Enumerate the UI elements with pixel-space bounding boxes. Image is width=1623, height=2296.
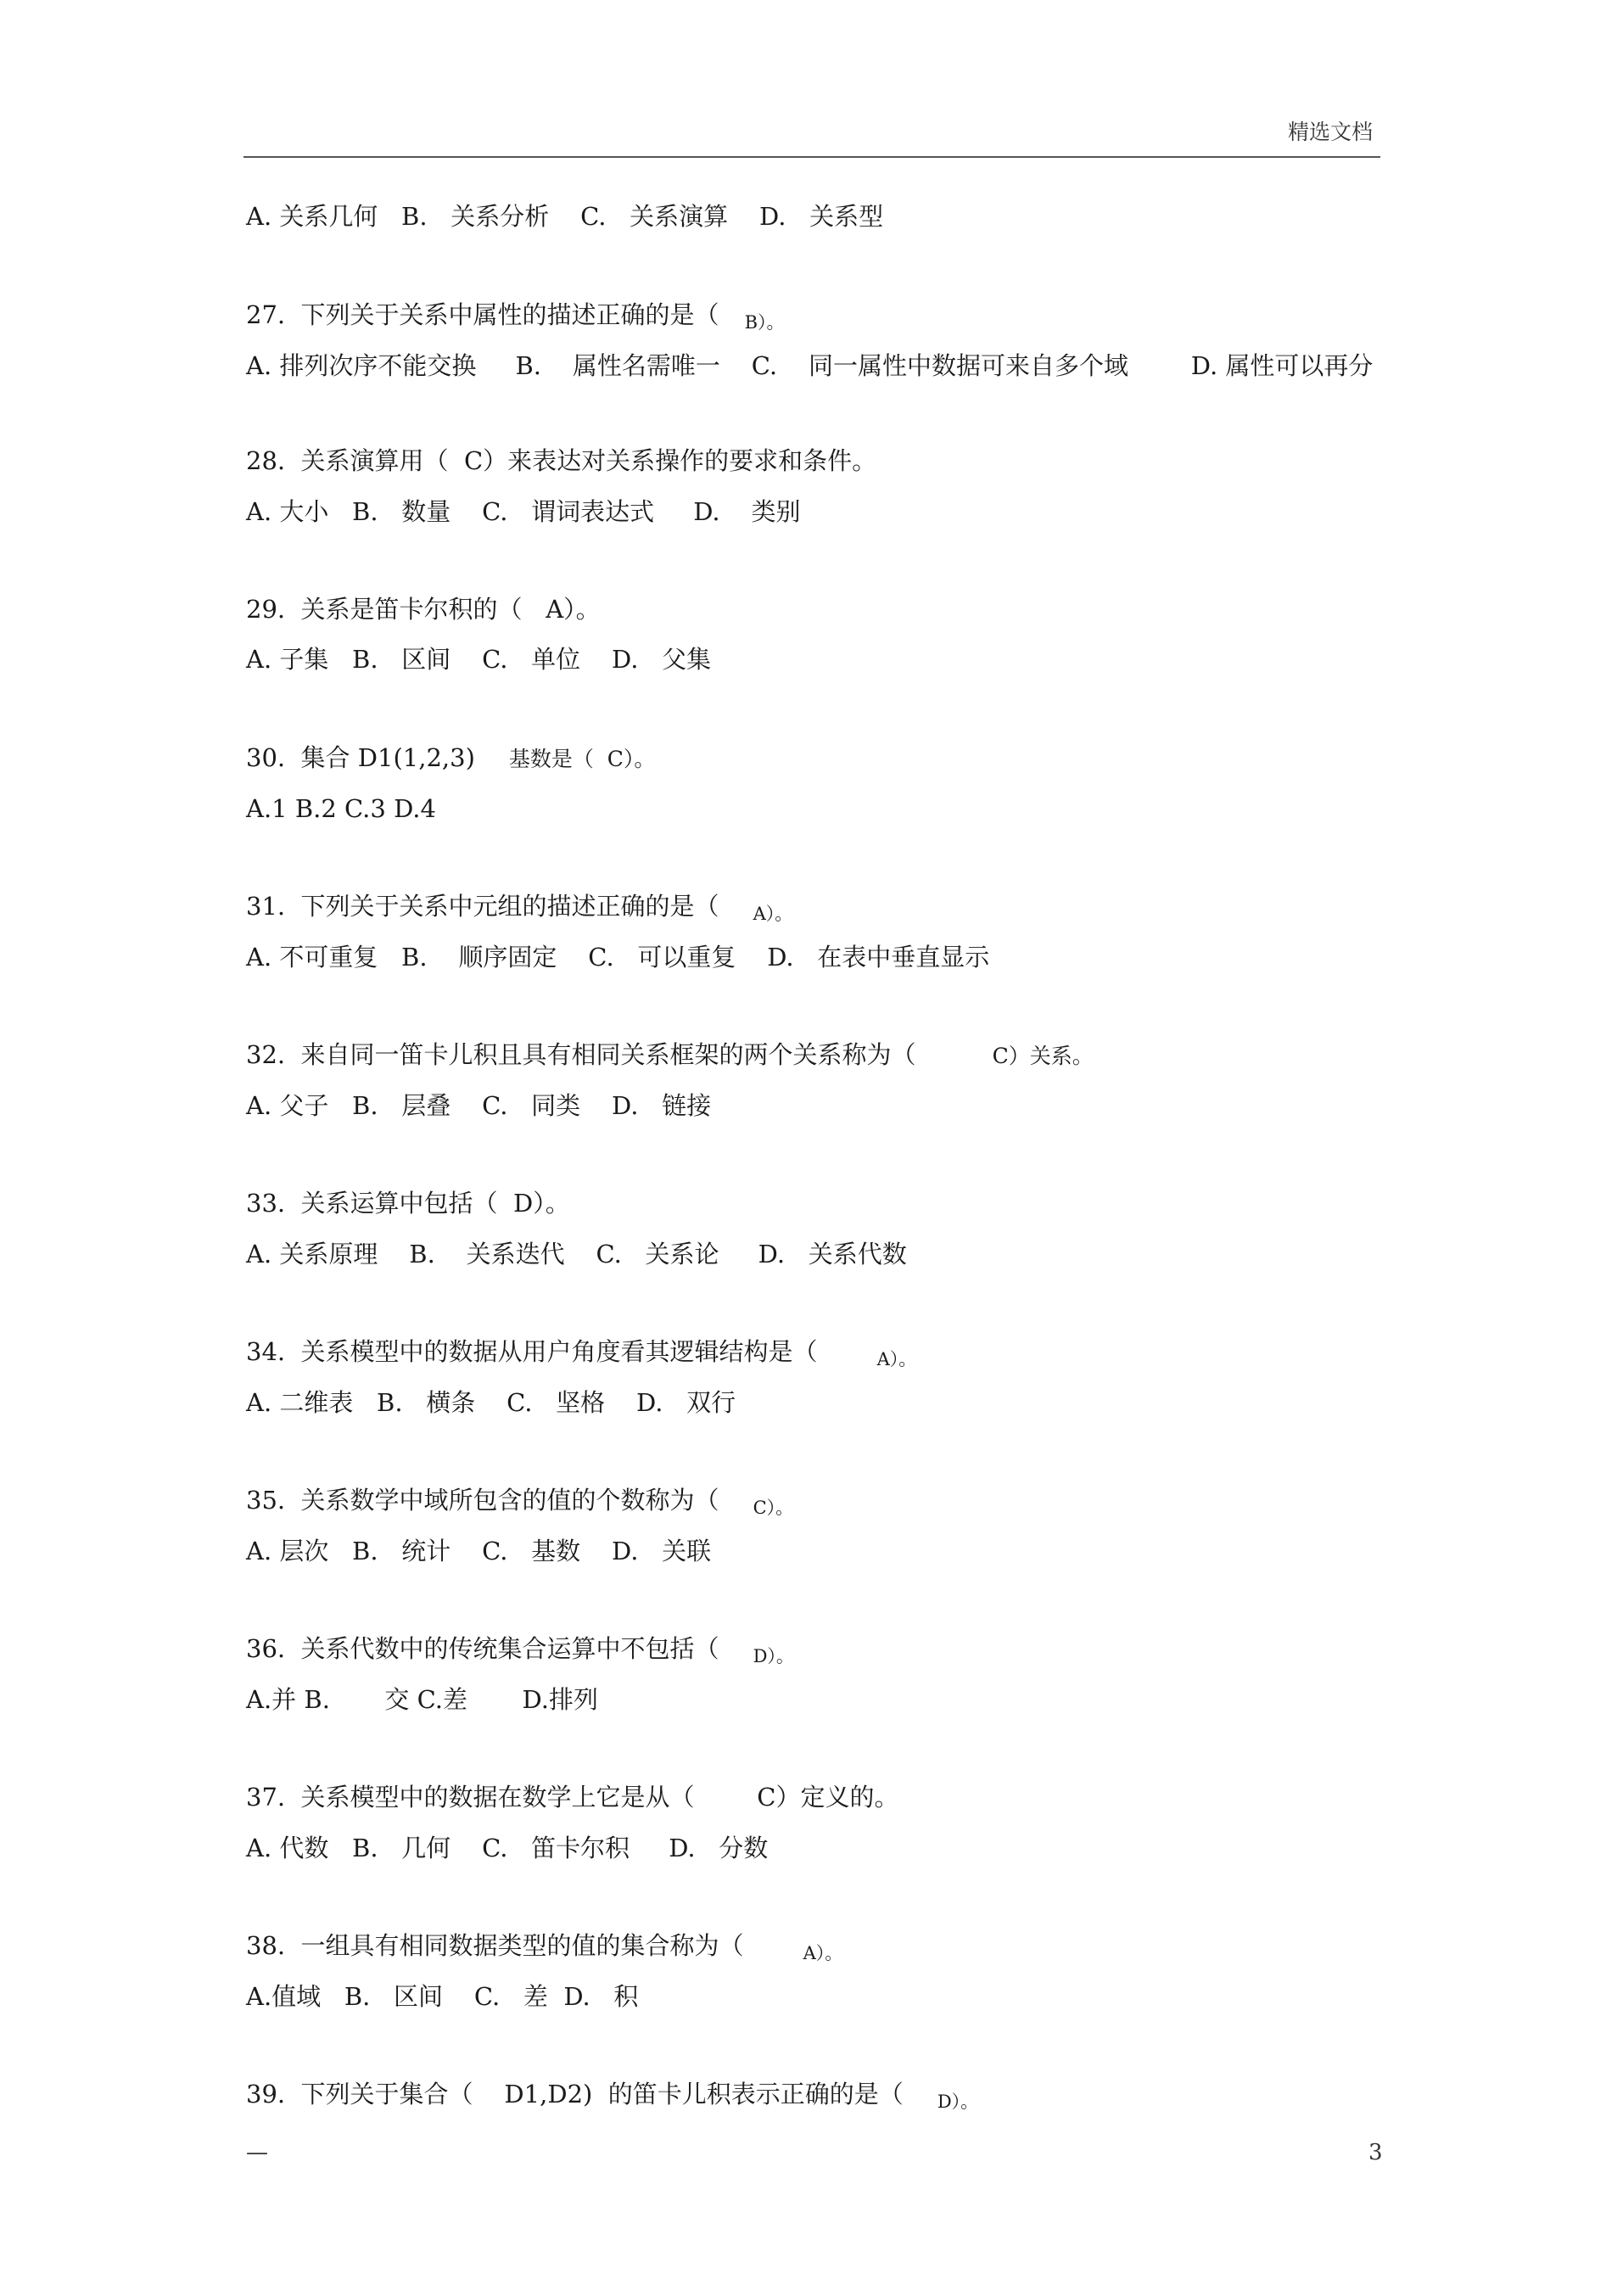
answer-options-36: A.并 B. 交 C.差 D.排列 — [246, 1685, 598, 1714]
question-answer: 基数是（ C）。 — [508, 747, 656, 771]
answer-options-32: A. 父子 B. 层叠 C. 同类 D. 链接 — [246, 1091, 712, 1120]
question-30 — [246, 742, 655, 775]
question-text: 35. 关系数学中域所包含的值的个数称为（ — [246, 1486, 719, 1515]
question-text: 31. 下列关于关系中元组的描述正确的是（ — [246, 892, 719, 921]
question-answer: A）。 — [803, 1943, 843, 1963]
question-28: 28. 关系演算用（ C）来表达对关系操作的要求和条件。 — [246, 446, 877, 475]
question-answer: A）。 — [753, 904, 793, 924]
page-number: 3 — [1368, 2140, 1383, 2165]
page-header-title: 精选文档 — [1288, 120, 1374, 144]
question-32 — [246, 1039, 1094, 1072]
answer-options-29: A. 子集 B. 区间 C. 单位 D. 父集 — [246, 645, 712, 674]
question-text: 34. 关系模型中的数据从用户角度看其逻辑结构是（ — [246, 1337, 818, 1366]
answer-options-28: A. 大小 B. 数量 C. 谓词表达式 D. 类别 — [246, 497, 801, 526]
question-text: 27. 下列关于关系中属性的描述正确的是（ — [246, 300, 719, 329]
question-answer: A）。 — [876, 1349, 917, 1369]
question-answer: C）。 — [753, 1498, 794, 1518]
question-answer: C）关系。 — [992, 1044, 1094, 1068]
answer-options-35: A. 层次 B. 统计 C. 基数 D. 关联 — [246, 1537, 712, 1565]
answer-options-27: A. 排列次序不能交换 B. 属性名需唯一 C. 同一属性中数据可来自多个域 D. 属性可以再分 — [246, 351, 1374, 380]
question-34 — [246, 1336, 916, 1369]
answer-options-33: A. 关系原理 B. 关系迭代 C. 关系论 D. 关系代数 — [246, 1240, 907, 1268]
question-38 — [246, 1930, 842, 1963]
answer-options-37: A. 代数 B. 几何 C. 笛卡尔积 D. 分数 — [246, 1834, 769, 1862]
question-answer: D）。 — [937, 2092, 979, 2112]
question-27 — [246, 300, 785, 333]
answer-options-30: A.1 B.2 C.3 D.4 — [246, 794, 436, 823]
question-35 — [246, 1485, 793, 1518]
question-31 — [246, 891, 792, 924]
answer-options-26: A. 关系几何 B. 关系分析 C. 关系演算 D. 关系型 — [246, 202, 884, 231]
question-39 — [246, 2079, 978, 2112]
answer-options-31: A. 不可重复 B. 顺序固定 C. 可以重复 D. 在表中垂直显示 — [246, 943, 990, 972]
header-divider — [243, 156, 1380, 158]
question-answer: D）。 — [753, 1646, 794, 1666]
question-29: 29. 关系是笛卡尔积的（ A）。 — [246, 595, 601, 624]
question-text: 39. 下列关于集合（ D1,D2) 的笛卡儿积表示正确的是（ — [246, 2080, 904, 2108]
footer-dash: — — [246, 2140, 268, 2165]
answer-options-38: A.值域 B. 区间 C. 差 D. 积 — [246, 1982, 639, 2011]
question-text: 36. 关系代数中的传统集合运算中不包括（ — [246, 1634, 719, 1663]
question-answer: B）。 — [744, 312, 785, 333]
question-36 — [246, 1633, 794, 1666]
question-text: 32. 来自同一笛卡儿积且具有相同关系框架的两个关系称为（ — [246, 1040, 916, 1069]
question-text: 38. 一组具有相同数据类型的值的集合称为（ — [246, 1931, 744, 1960]
answer-options-34: A. 二维表 B. 横条 C. 坚格 D. 双行 — [246, 1388, 736, 1417]
question-33: 33. 关系运算中包括（ D）。 — [246, 1189, 570, 1218]
question-text: 30. 集合 D1(1,2,3) — [246, 743, 475, 772]
question-37: 37. 关系模型中的数据在数学上它是从（ C）定义的。 — [246, 1783, 899, 1812]
